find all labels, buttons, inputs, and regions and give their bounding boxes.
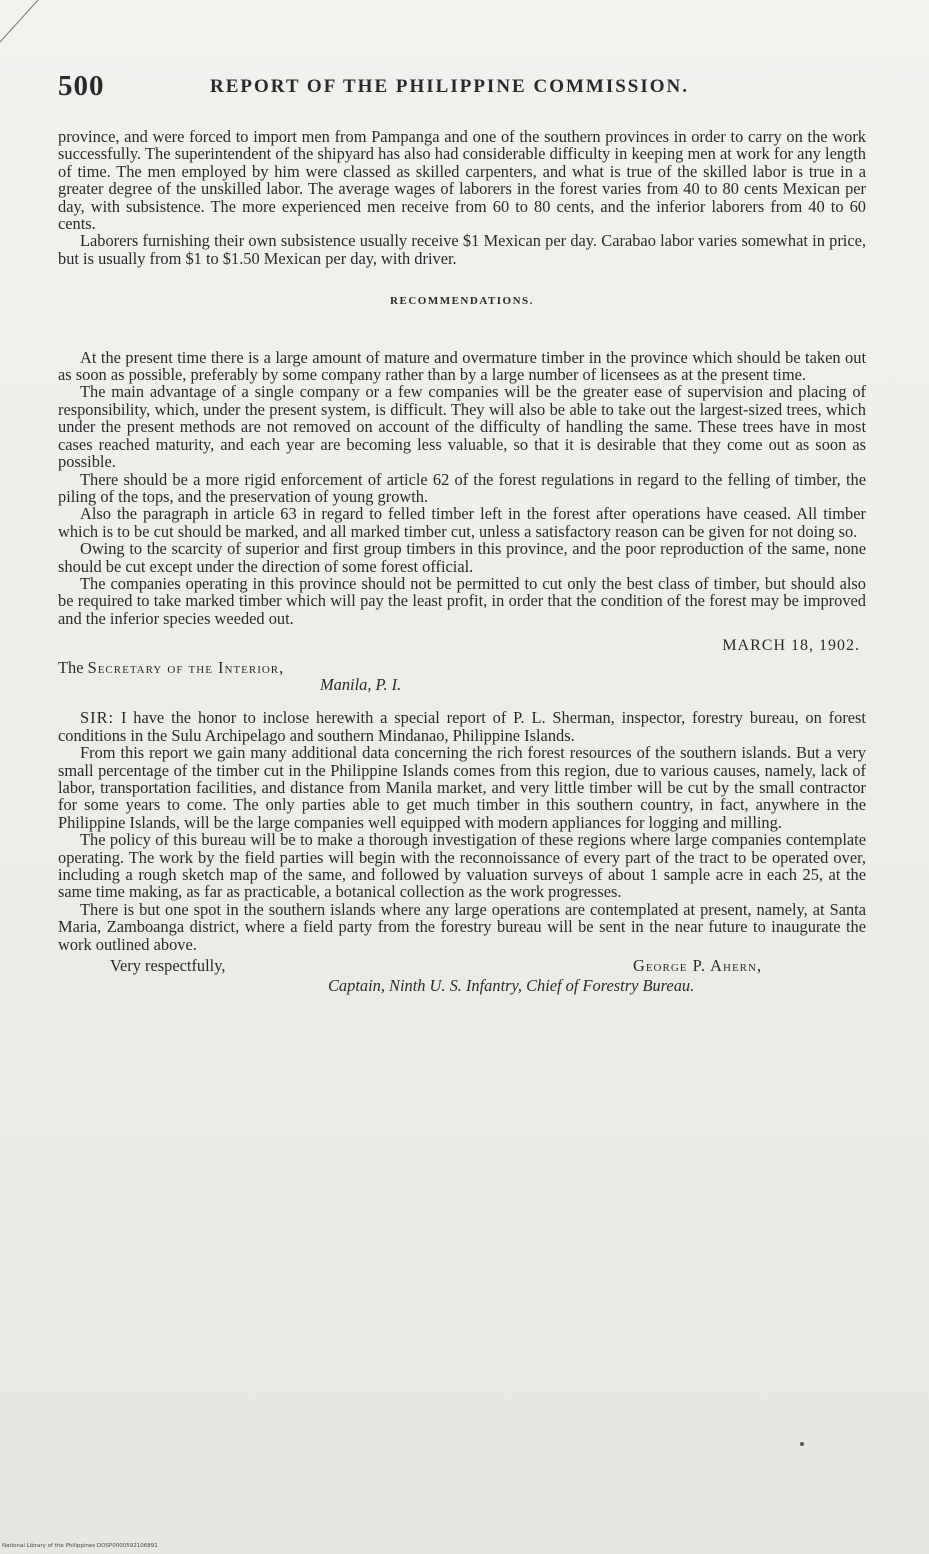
recommendation-paragraph: Owing to the scarcity of superior and first group timbers in this province, and the poor reproduction of the same, none should be cut except under the direction of some forest official. xyxy=(58,539,866,576)
paragraph-continued: province, and were forced to import men from Pampanga and one of the southern provinces in order to carry on the work successfully. The superintendent of the shipyard has also had considerable difficulty in keeping men at work for any length of time. The men employed by him were classed as skilled carpenters, and what is true of the skilled labor is true in a greater degree of the unskilled labor. The average wages of laborers in the forest varies from 40 to 80 cents Mexican per day, with subsistence. The more experienced men receive from 60 to 80 cents, and the inferior laborers from 40 to 60 cents. xyxy=(58,127,866,234)
letter-paragraph: The policy of this bureau will be to make a thorough investigation of these regions where large companies contemplate operating. The work by the field parties will begin with the reconnoissance of every part of the tract to be operated over, including a rough sketch map of the same, and followed by valuation surveys of about 1 sample acre in each 25, at the same time making, as far as practicable, a botanical collection as the work progresses. xyxy=(58,830,866,902)
recommendation-paragraph: There should be a more rigid enforcement of article 62 of the forest regulations in regard to the felling of timber, the piling of the tops, and the preservation of young growth. xyxy=(58,469,866,506)
letter-paragraph-first xyxy=(58,709,866,744)
closing-phrase: Very respectfully, xyxy=(110,956,226,976)
letter-paragraph-text: I have the honor to inclose herewith a special report of P. L. Sherman, inspector, forestry bureau, on forest conditions in the Sulu Archipelago and southern Mindanao, Philippine Islands. xyxy=(58,708,866,745)
archive-footer: National Library of the Philippines DOSP0000592106891 xyxy=(2,1543,158,1549)
section-heading: RECOMMENDATIONS. xyxy=(390,295,534,308)
letter-paragraph: There is but one spot in the southern islands where any large operations are contemplated at present, namely, at Santa Maria, Zamboanga district, where a field party from the forestry bureau will be sent in the near future to inaugurate the work outlined above. xyxy=(58,899,866,954)
running-title: REPORT OF THE PHILIPPINE COMMISSION. xyxy=(210,76,690,97)
signer-title: Captain, Ninth U. S. Infantry, Chief of Forestry Bureau. xyxy=(328,976,695,996)
paragraph-wages: Laborers furnishing their own subsistence usually receive $1 Mexican per day. Carabao labor varies somewhat in price, but is usually from $1 to $1.50 Mexican per day, with driver. xyxy=(58,231,866,268)
scan-corner-mark xyxy=(0,0,60,60)
addressee-article: The xyxy=(58,657,88,677)
page-header xyxy=(58,70,866,104)
addressee-place: Manila, P. I. xyxy=(320,674,402,694)
page-number: 500 xyxy=(58,70,105,102)
recommendation-paragraph: Also the paragraph in article 63 in regard to felled timber left in the forest after operations have ceased. All timber which is to be cut should be marked, and all marked timber cut, unless a satisfactory reason can be given for not doing so. xyxy=(58,504,866,541)
letter-addressee xyxy=(58,659,866,694)
letter-date: MARCH 18, 1902. xyxy=(722,637,860,655)
recommendation-paragraph: At the present time there is a large amount of mature and overmature timber in the province which should be taken out as soon as possible, preferably by some company rather than by a large number of licensees as at the present time. xyxy=(58,347,866,385)
salutation: SIR: xyxy=(80,708,115,728)
signer-name: George P. Ahern, xyxy=(633,956,763,976)
letter-paragraph: From this report we gain many additional data concerning the rich forest resources of the southern islands. But a very small percentage of the timber cut in the Philippine Islands comes from this region, due to various causes, namely, lack of labor, transportation facilities, and distance from Manila market, and very little timber will be cut by the small contractor for some years to come. The only parties able to get much timber in this southern country, in fact, anywhere in the Philippine Islands, will be the large companies well equipped with modern appliances for logging and milling. xyxy=(58,743,866,832)
recommendation-paragraph: The main advantage of a single company or a few companies will be the greater ease of supervision and placing of responsibility, which, under the present system, is difficult. They will also be able to take out the largest-sized trees, which under the present methods are not removed on account of the difficulty of handling the same. These trees have in most cases reached maturity, and each year are becoming less valuable, so that it is desirable that they come out as soon as possible. xyxy=(58,382,866,472)
ink-speck xyxy=(800,1442,804,1446)
page-body xyxy=(58,128,866,999)
letter-closing xyxy=(58,957,866,999)
letter-body xyxy=(58,709,866,953)
addressee-title: Secretary of the Interior, xyxy=(87,657,285,677)
recommendation-paragraph: The companies operating in this province should not be permitted to cut only the best class of timber, but should also be required to take marked timber which will pay the least profit, in order that the condition of the forest may be improved and the inferior species weeded out. xyxy=(58,573,866,628)
